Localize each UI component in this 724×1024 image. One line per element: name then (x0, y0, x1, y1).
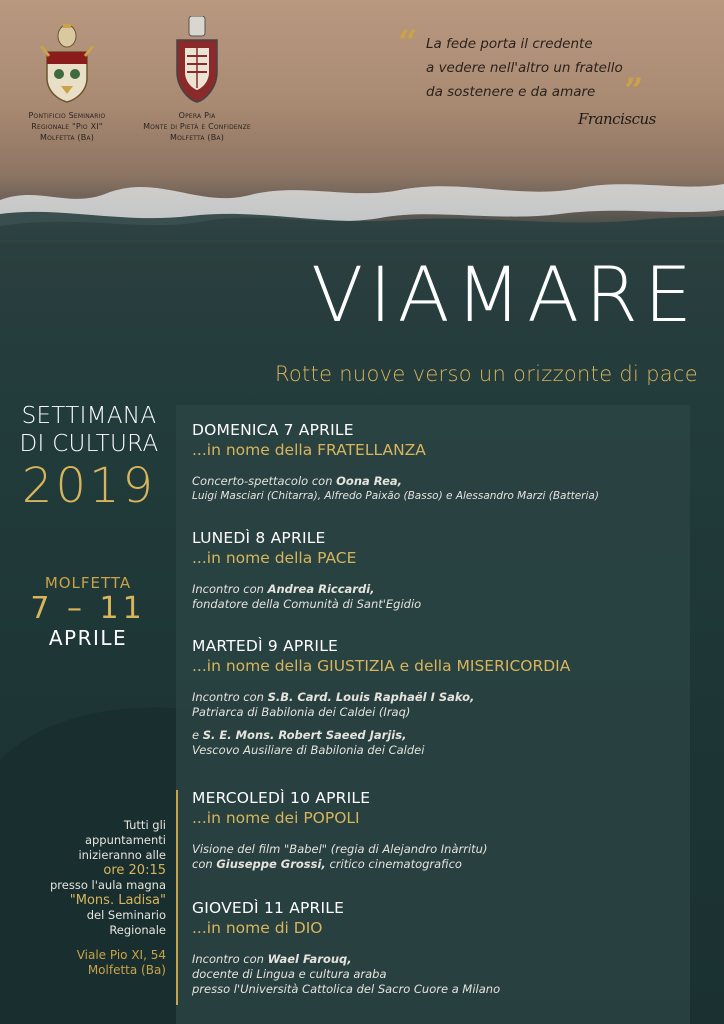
quote-close-mark: ” (624, 71, 644, 111)
date-range: 7 – 11 (30, 591, 146, 626)
event-theme: ...in nome di DIO (192, 919, 323, 937)
info-line: Regionale (109, 923, 166, 937)
event-desc: Patriarca di Babilonia dei Caldei (Iraq) (192, 705, 411, 719)
quote-line1: La fede porta il credente (426, 36, 593, 52)
event-theme: ...in nome della GIUSTIZIA e della MISERICORDIA (192, 657, 571, 675)
event-day: MARTEDÌ 9 APRILE (192, 637, 339, 655)
event-desc: e S. E. Mons. Robert Saeed Jarjis, (192, 728, 407, 742)
event-desc: Incontro con Andrea Riccardi, (192, 582, 375, 596)
quote-open-mark: “ (398, 23, 418, 63)
dates-block (30, 574, 146, 650)
city: MOLFETTA (44, 574, 132, 592)
year: 2019 (21, 458, 157, 514)
event-day: GIOVEDÌ 11 APRILE (192, 899, 345, 917)
info-block (40, 818, 166, 978)
event-desc: con Giuseppe Grossi, critico cinematografico (192, 857, 462, 871)
page-title: VIAMARE (311, 250, 698, 339)
hall-name: "Mons. Ladisa" (69, 893, 166, 908)
settimana-label: SETTIMANA (21, 403, 157, 429)
event-day: MERCOLEDÌ 10 APRILE (192, 789, 371, 807)
opera-pia-logo (124, 16, 270, 143)
info-line: appuntamenti (84, 833, 166, 847)
event-desc: fondatore della Comunità di Sant'Egidio (192, 597, 422, 611)
seminario-line1: Pontificio Seminario (28, 111, 106, 120)
event-desc: Concerto-spettacolo con Oona Rea, (192, 474, 402, 488)
event-theme: ...in nome dei POPOLI (192, 809, 360, 827)
event-2 (192, 528, 692, 612)
seminario-logo (12, 22, 122, 143)
event-desc: Vescovo Ausiliare di Babilonia dei Caldei (192, 743, 425, 757)
opera-pia-line3: Molfetta (Ba) (169, 133, 225, 142)
event-desc: Visione del film "Babel" (regia di Alejandro Inàrritu) (192, 842, 488, 856)
info-line: Tutti gli (123, 818, 166, 832)
seminario-line3: Molfetta (Ba) (39, 133, 95, 142)
quote-line3: da sostenere e da amare (426, 84, 596, 100)
shield-coat-of-arms-icon (167, 16, 227, 106)
info-line: inizieranno alle (78, 848, 166, 862)
signature: Franciscus (578, 110, 656, 128)
wave-foam (0, 170, 724, 240)
event-3 (192, 636, 692, 758)
month: APRILE (48, 626, 128, 650)
event-day: LUNEDÌ 8 APRILE (192, 529, 326, 547)
event-theme: ...in nome della FRATELLANZA (192, 441, 426, 459)
event-5 (192, 898, 692, 997)
event-4 (192, 788, 692, 872)
settimana-di-cultura (14, 402, 164, 458)
quote-line2: a vedere nell'altro un fratello (426, 60, 623, 76)
event-desc: docente di Lingua e cultura araba (192, 967, 387, 981)
di-cultura-label: DI CULTURA (19, 431, 159, 457)
event-desc: Luigi Masciari (Chitarra), Alfredo Paixão (Basso) e Alessandro Marzi (Batteria) (192, 490, 599, 502)
papal-coat-of-arms-icon (35, 22, 99, 106)
page-subtitle: Rotte nuove verso un orizzonte di pace (274, 362, 698, 386)
event-desc: presso l'Università Cattolica del Sacro Cuore a Milano (192, 982, 501, 996)
event-day: DOMENICA 7 APRILE (192, 421, 354, 439)
opera-pia-line2: Monte di Pietà e Confidenze (143, 122, 251, 131)
address-city: Molfetta (Ba) (87, 963, 166, 977)
seminario-line2: Regionale "Pio XI" (31, 122, 103, 131)
start-time: ore 20:15 (103, 863, 166, 878)
event-1 (192, 420, 692, 504)
info-line: del Seminario (86, 908, 166, 922)
event-desc: Incontro con S.B. Card. Louis Raphaël I Sako, (192, 690, 475, 704)
opera-pia-line1: Opera Pia (178, 111, 216, 120)
event-theme: ...in nome della PACE (192, 549, 357, 567)
panel-accent-line (176, 790, 178, 1005)
address-line: Viale Pio XI, 54 (76, 948, 166, 962)
event-desc: Incontro con Wael Farouq, (192, 952, 352, 966)
info-line: presso l'aula magna (50, 878, 166, 892)
